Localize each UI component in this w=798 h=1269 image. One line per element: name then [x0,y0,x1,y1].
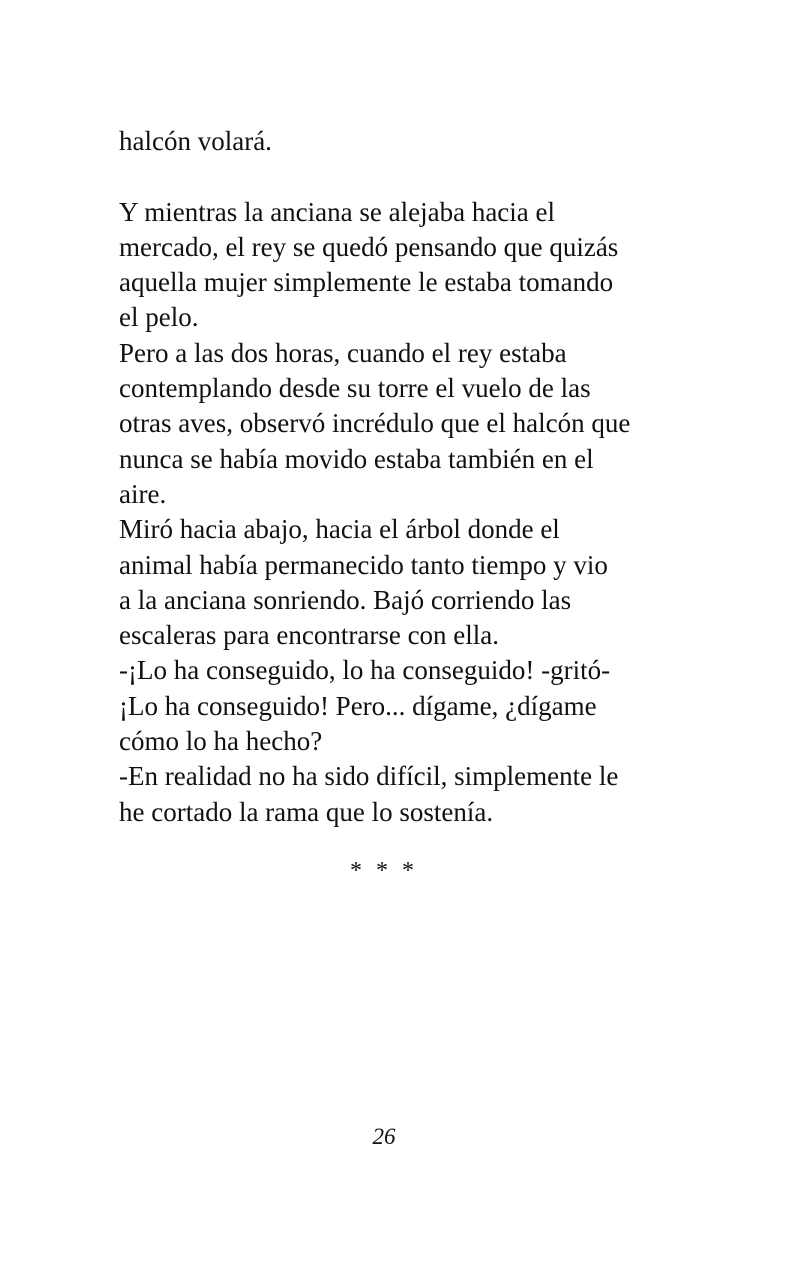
text-line: escaleras para encontrarse con ella. [119,620,500,651]
text-line: a la anciana sonriendo. Bajó corriendo las [119,584,572,615]
text-line: he cortado la rama que lo sostenía. [119,796,494,827]
text-line: ¡Lo ha conseguido! Pero... dígame, ¿dígame [119,690,597,721]
text-line: Miró hacia abajo, hacia el árbol donde el [119,514,560,545]
text-line: contemplando desde su torre el vuelo de las [119,373,591,404]
text-line: animal había permanecido tanto tiempo y vio [119,549,608,580]
text-line: otras aves, observó incrédulo que el halcón que [119,408,631,439]
text-line: -¡Lo ha conseguido, lo ha conseguido! -gritó- [119,655,611,686]
text-line: -En realidad no ha sido difícil, simplemente le [119,761,619,792]
section-separator: * * * [350,858,418,884]
text-line: Y mientras la anciana se alejaba hacia el [119,196,556,227]
text-line: cómo lo ha hecho? [119,726,323,757]
body-text [119,124,679,830]
text-line: aire. [119,478,167,509]
paragraph-gap [119,159,679,194]
text-line: aquella mujer simplemente le estaba tomando [119,267,614,298]
text-line: Pero a las dos horas, cuando el rey estaba [119,337,567,368]
page-number: 26 [372,1124,396,1149]
text-line: mercado, el rey se quedó pensando que quizás [119,231,619,262]
text-line: el pelo. [119,302,199,333]
text-line: nunca se había movido estaba también en el [119,443,594,474]
text-line: halcón volará. [119,126,272,156]
